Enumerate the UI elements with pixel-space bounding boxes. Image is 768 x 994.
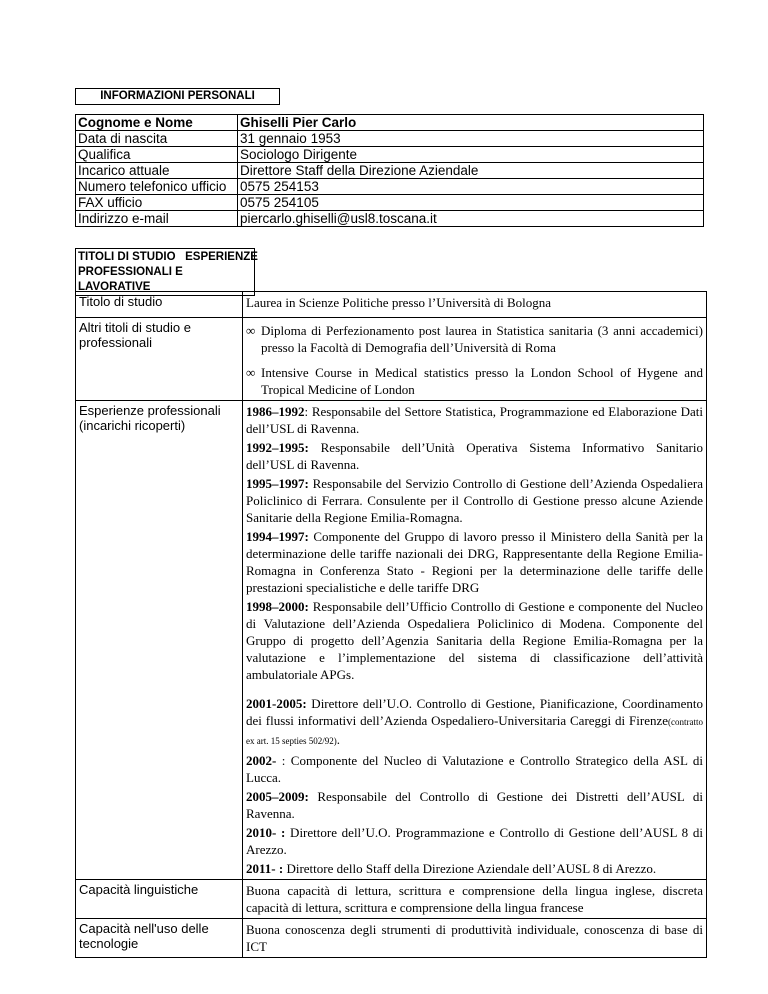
experience-years: 2011- :	[246, 861, 284, 876]
experience-text: : Responsabile del Settore Statistica, Programmazione ed Elaborazione Dati dell’USL di Ravenna.	[246, 404, 703, 436]
experience-entry	[246, 824, 703, 858]
row-label: Incarico attuale	[76, 163, 238, 179]
row-label: FAX ufficio	[76, 195, 238, 211]
degree-value: Laurea in Scienze Politiche presso l’Università di Bologna	[243, 292, 707, 318]
experience-entry	[246, 788, 703, 822]
other-titles-label: Altri titoli di studio e professionali	[76, 318, 243, 401]
experience-years: 1986–1992	[246, 404, 305, 419]
experience-years: 2010- :	[246, 825, 286, 840]
tech-skills-value: Buona conoscenza degli strumenti di produttività individuale, conoscenza di base di ICT	[243, 919, 707, 958]
experience-years: 2002-	[246, 753, 277, 768]
experience-entry	[246, 439, 703, 473]
list-item-text: Intensive Course in Medical statistics presso la London School of Hygene and Tropical Medicine of London	[261, 365, 703, 397]
experience-entry	[246, 598, 703, 683]
personal-info-heading: INFORMAZIONI PERSONALI	[75, 88, 280, 105]
list-item-text: Diploma di Perfezionamento post laurea in Statistica sanitaria (3 anni accademici) presso la Facoltà di Demografia dell’Università di Roma	[261, 323, 703, 355]
experience-end: .	[336, 732, 340, 747]
experience-text: Direttore dell’U.O. Controllo di Gestione, Pianificazione, Coordinamento dei flussi informativi dell’Azienda Ospedaliero-Universitaria Careggi di Firenze	[246, 696, 703, 728]
row-value: 31 gennaio 1953	[238, 131, 704, 147]
language-skills-value: Buona capacità di lettura, scrittura e comprensione della lingua inglese, discreta capacità di lettura, scrittura e comprensione della lingua francese	[243, 880, 707, 919]
experience-text: Responsabile dell’Unità Operativa Sistema Informativo Sanitario dell’USL di Ravenna.	[246, 440, 703, 472]
bullet-icon: ∞	[246, 323, 256, 338]
table-row	[76, 195, 704, 211]
table-row	[76, 115, 704, 131]
table-row	[76, 292, 707, 318]
tech-skills-label: Capacità nell'uso delle tecnologie	[76, 919, 243, 958]
experience-list	[243, 401, 707, 880]
titles-heading	[75, 248, 258, 296]
experience-entry	[246, 528, 703, 596]
experience-entry	[246, 695, 703, 750]
experience-text: Responsabile dell’Ufficio Controllo di Gestione e componente del Nucleo di Valutazione dell’Azienda Ospedaliera Policlinico di Modena. Componente del Gruppo di progetto dell’Agenzia Sanitaria della Regione Emilia-Romagna per la valutazione e l’implementazione del sistema di classificazione dell’attività ambulatoriale APGs.	[246, 599, 703, 682]
row-label: Cognome e Nome	[76, 115, 238, 131]
table-row	[76, 147, 704, 163]
row-value: Ghiselli Pier Carlo	[238, 115, 704, 131]
experience-years: 1995–1997:	[246, 476, 309, 491]
personal-info-table	[75, 114, 704, 227]
row-label: Qualifica	[76, 147, 238, 163]
degree-label: Titolo di studio	[76, 292, 243, 318]
row-value: Sociologo Dirigente	[238, 147, 704, 163]
titles-heading-line2: PROFESSIONALI E LAVORATIVE	[78, 266, 183, 293]
experience-text: Direttore dell’U.O. Programmazione e Controllo di Gestione dell’AUSL 8 di Arezzo.	[246, 825, 703, 857]
experience-text: Componente del Gruppo di lavoro presso il Ministero della Sanità per la determinazione delle tariffe nazionali dei DRG, Rappresentante della Regione Emilia-Romagna in Conferenza Stato - Regioni per la determinazione delle tariffe delle prestazioni specialistiche e delle tariffe DRG	[246, 529, 703, 595]
table-row	[76, 211, 704, 227]
table-row	[76, 131, 704, 147]
table-row	[76, 318, 707, 401]
titles-heading-line1: TITOLI DI STUDIO ESPERIENZE	[78, 251, 258, 263]
table-row	[76, 179, 704, 195]
language-skills-label: Capacità linguistiche	[76, 880, 243, 919]
row-label: Numero telefonico ufficio	[76, 179, 238, 195]
experience-years: 2001-2005:	[246, 696, 307, 711]
list-item	[246, 322, 703, 356]
experience-years: 1994–1997:	[246, 529, 309, 544]
experience-text: Direttore dello Staff della Direzione Aziendale dell’AUSL 8 di Arezzo.	[283, 861, 657, 876]
experience-entry	[246, 475, 703, 526]
experience-years: 1998–2000:	[246, 599, 309, 614]
row-value: Direttore Staff della Direzione Aziendale	[238, 163, 704, 179]
row-label: Indirizzo e-mail	[76, 211, 238, 227]
table-row	[76, 880, 707, 919]
experience-years: 1992–1995:	[246, 440, 309, 455]
experience-label: Esperienze professionali (incarichi ricoperti)	[76, 401, 243, 880]
experience-text: Responsabile del Servizio Controllo di Gestione dell’Azienda Ospedaliera Policlinico di Ferrara. Consulente per il Controllo di Gestione presso alcune Aziende Sanitarie della Regione Emilia-Romagna.	[246, 476, 703, 525]
row-value: 0575 254105	[238, 195, 704, 211]
table-row	[76, 163, 704, 179]
row-value: 0575 254153	[238, 179, 704, 195]
experience-note: (contratto ex art. 15 septies 502/92)	[246, 717, 703, 746]
experience-text: Responsabile del Controllo di Gestione dei Distretti dell’AUSL di Ravenna.	[246, 789, 703, 821]
table-row	[76, 401, 707, 880]
experience-entry	[246, 860, 703, 877]
other-titles-list	[243, 318, 707, 401]
experience-entry	[246, 752, 703, 786]
studies-experience-table	[75, 291, 707, 958]
table-row	[76, 919, 707, 958]
experience-years: 2005–2009:	[246, 789, 309, 804]
experience-text: : Componente del Nucleo di Valutazione e Controllo Strategico della ASL di Lucca.	[246, 753, 703, 785]
email-value: piercarlo.ghiselli@usl8.toscana.it	[238, 211, 704, 227]
bullet-icon: ∞	[246, 365, 256, 380]
row-label: Data di nascita	[76, 131, 238, 147]
experience-entry	[246, 403, 703, 437]
list-item	[246, 364, 703, 398]
